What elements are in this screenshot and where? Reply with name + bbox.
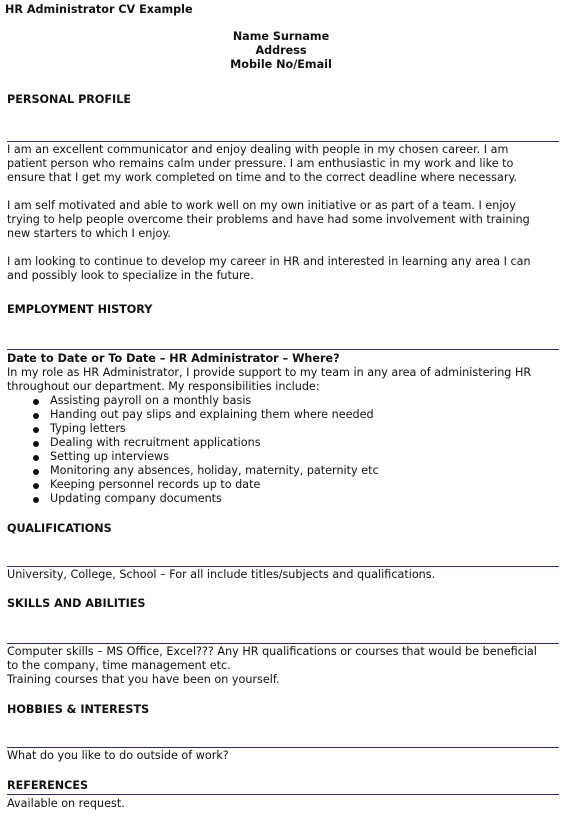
job-intro-line: throughout our department. My responsibilities include: [7,380,320,393]
skills-line: Computer skills – MS Office, Excel??? Any HR qualifications or courses that would be beneficial [7,645,537,658]
bullet-icon [33,399,39,405]
profile-line: ensure that I get my work completed on time and to the correct deadline where necessary. [7,171,518,184]
skills-line: Training courses that you have been on yourself. [7,673,280,686]
section-heading-skills: SKILLS AND ABILITIES [7,597,146,610]
section-divider [7,747,559,748]
bullet-icon [33,483,39,489]
responsibility-item: Keeping personnel records up to date [50,478,261,491]
responsibility-item: Monitoring any absences, holiday, maternity, paternity etc [50,464,379,477]
candidate-address: Address [255,44,307,57]
section-heading-references: REFERENCES [7,779,89,792]
responsibility-item: Updating company documents [50,492,222,505]
profile-line: and possibly look to specialize in the future. [7,269,254,282]
section-heading-qualifications: QUALIFICATIONS [7,522,112,535]
responsibility-item: Typing letters [50,422,126,435]
section-divider [7,349,559,350]
section-heading-hobbies: HOBBIES & INTERESTS [7,703,150,716]
section-heading-personal-profile: PERSONAL PROFILE [7,93,131,106]
bullet-icon [33,441,39,447]
responsibility-item: Dealing with recruitment applications [50,436,261,449]
bullet-icon [33,497,39,503]
profile-line: I am self motivated and able to work well on my own initiative or as part of a team. I enjoy [7,199,516,212]
profile-line: new starters to which I enjoy. [7,227,171,240]
profile-line: I am an excellent communicator and enjoy dealing with people in my chosen career. I am [7,143,509,156]
skills-line: to the company, time management etc. [7,659,231,672]
bullet-icon [33,469,39,475]
candidate-name: Name Surname [232,30,330,43]
section-heading-employment-history: EMPLOYMENT HISTORY [7,303,153,316]
profile-line: trying to help people overcome their problems and have had some involvement with training [7,213,530,226]
bullet-icon [33,427,39,433]
bullet-icon [33,455,39,461]
document-title: HR Administrator CV Example [5,3,193,16]
responsibility-item: Setting up interviews [50,450,170,463]
candidate-contact: Mobile No/Email [230,58,332,71]
section-divider [7,794,559,795]
responsibility-item: Assisting payroll on a monthly basis [50,394,252,407]
job-intro-line: In my role as HR Administrator, I provide support to my team in any area of administering HR [7,366,532,379]
qualifications-text: University, College, School – For all include titles/subjects and qualifications. [7,568,436,581]
job-title: Date to Date or To Date – HR Administrator – Where? [7,352,340,365]
responsibility-item: Handing out pay slips and explaining them where needed [50,408,374,421]
section-divider [7,643,559,644]
profile-line: I am looking to continue to develop my career in HR and interested in learning any area I can [7,255,531,268]
section-divider [7,566,559,567]
hobbies-text: What do you like to do outside of work? [7,749,229,762]
bullet-icon [33,413,39,419]
section-divider [7,141,559,142]
references-text: Available on request. [7,797,125,810]
profile-line: patient person who remains calm under pressure. I am enthusiastic in my work and like to [7,157,514,170]
